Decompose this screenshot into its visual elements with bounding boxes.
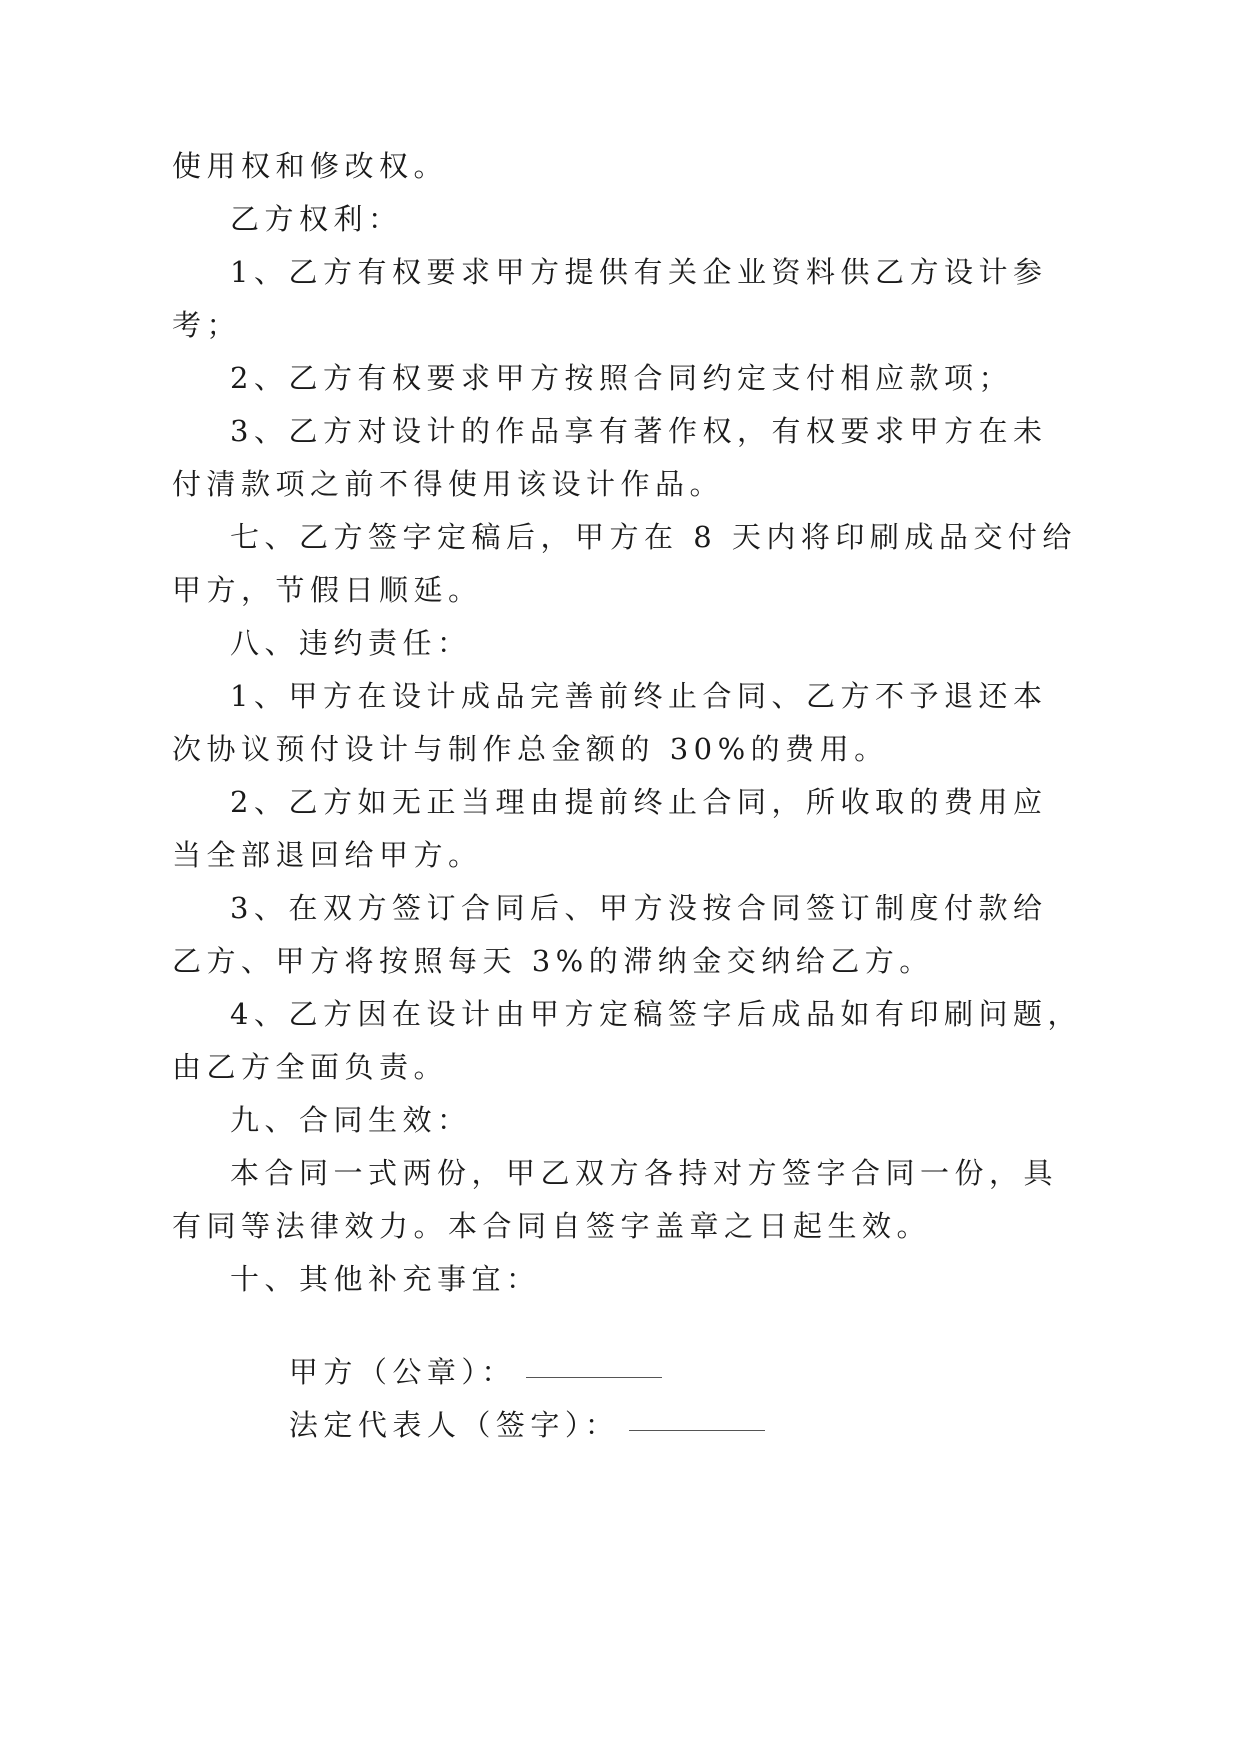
paragraph-line: 1、乙方有权要求甲方提供有关企业资料供乙方设计参 [230, 255, 1048, 289]
paragraph-line: 本合同一式两份，甲乙双方各持对方签字合同一份，具 [230, 1156, 1059, 1190]
legal-rep-label: 法定代表人（签字）： [288, 1408, 620, 1442]
paragraph-line: 甲方，节假日顺延。 [172, 573, 483, 607]
paragraph-line: 乙方、甲方将按照每天 3%的滞纳金交纳给乙方。 [172, 944, 934, 978]
section-heading: 乙方权利： [230, 202, 403, 236]
legal-rep-signature-line [230, 1365, 765, 1485]
paragraph-line: 付清款项之前不得使用该设计作品。 [172, 467, 725, 501]
paragraph-line: 1、甲方在设计成品完善前终止合同、乙方不予退还本 [230, 679, 1048, 713]
paragraph-line: 3、乙方对设计的作品享有著作权，有权要求甲方在未 [230, 414, 1048, 448]
section-heading: 八、违约责任： [230, 626, 472, 660]
paragraph-line: 有同等法律效力。本合同自签字盖章之日起生效。 [172, 1209, 932, 1243]
paragraph-line: 2、乙方如无正当理由提前终止合同，所收取的费用应 [230, 785, 1048, 819]
paragraph-line: 使用权和修改权。 [172, 149, 449, 183]
paragraph-line: 次协议预付设计与制作总金额的 30%的费用。 [172, 732, 889, 766]
paragraph-line: 当全部退回给甲方。 [172, 838, 483, 872]
paragraph-line: 考； [172, 308, 242, 342]
legal-rep-signature-blank [629, 1428, 765, 1431]
section-heading: 九、合同生效： [230, 1103, 472, 1137]
paragraph-line: 2、乙方有权要求甲方按照合同约定支付相应款项； [230, 361, 1013, 395]
section-heading: 十、其他补充事宜： [230, 1262, 541, 1296]
paragraph-line: 4、乙方因在设计由甲方定稿签字后成品如有印刷问题， [230, 997, 1082, 1031]
party-a-seal-label: 甲方（公章）： [288, 1355, 516, 1389]
paragraph-line: 3、在双方签订合同后、甲方没按合同签订制度付款给 [230, 891, 1048, 925]
paragraph-line: 七、乙方签字定稿后，甲方在 8 天内将印刷成品交付给 [230, 520, 1077, 554]
paragraph-line: 由乙方全面负责。 [172, 1050, 449, 1084]
